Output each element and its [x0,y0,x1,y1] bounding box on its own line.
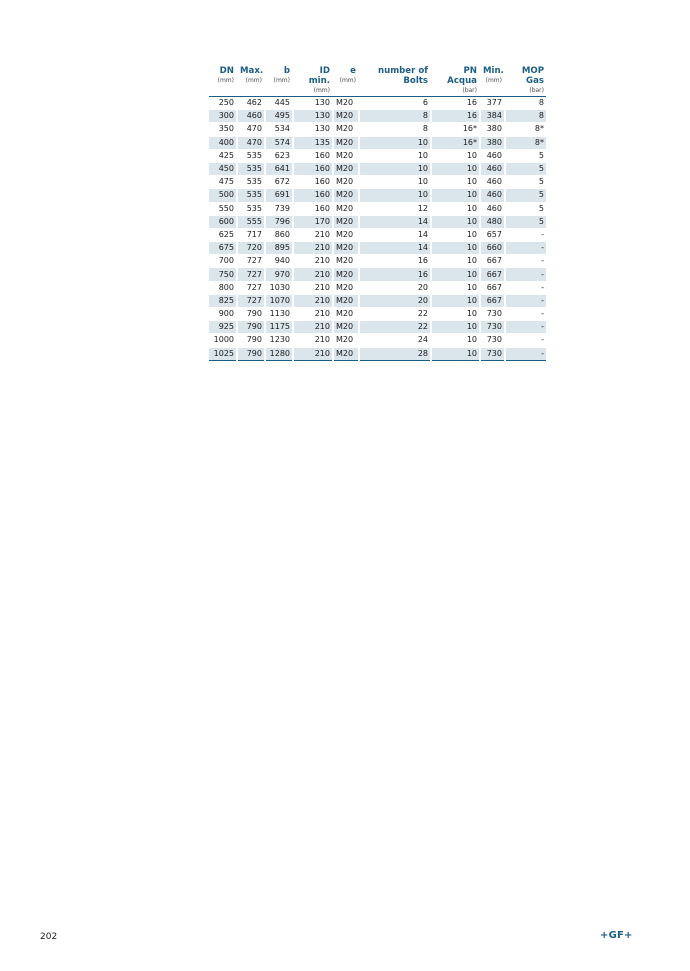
header-dn: DN (mm) [217,66,234,84]
cell-mop-gas: 5 [506,162,546,175]
cell-e: M20 [334,162,358,175]
cell-bolts: 20 [360,294,430,307]
cell-b: 574 [266,136,292,149]
cell-max: 535 [238,189,264,202]
table-row [209,215,546,228]
cell-min: 730 [481,334,504,347]
cell-min: 460 [481,202,504,215]
cell-max: 790 [238,321,264,334]
cell-b: 739 [266,202,292,215]
cell-e: M20 [334,294,358,307]
cell-e: M20 [334,308,358,321]
cell-mop-gas: 8* [506,123,546,136]
cell-id-min: 135 [294,136,332,149]
cell-e: M20 [334,321,358,334]
cell-dn: 625 [209,228,236,241]
header-max: Max. (mm) [240,66,264,84]
cell-dn: 400 [209,136,236,149]
cell-min: 657 [481,228,504,241]
cell-pn-acqua: 16 [432,97,479,110]
cell-bolts: 24 [360,334,430,347]
cell-dn: 425 [209,149,236,162]
cell-bolts: 10 [360,189,430,202]
cell-id-min: 170 [294,215,332,228]
cell-max: 790 [238,308,264,321]
table-row [209,268,546,281]
cell-e: M20 [334,123,358,136]
cell-b: 860 [266,228,292,241]
cell-dn: 800 [209,281,236,294]
cell-min: 380 [481,123,504,136]
cell-b: 1175 [266,321,292,334]
cell-min: 667 [481,281,504,294]
table-row [209,123,546,136]
cell-bolts: 8 [360,123,430,136]
cell-max: 470 [238,123,264,136]
cell-pn-acqua: 10 [432,202,479,215]
cell-b: 1130 [266,308,292,321]
header-pn-acqua: PN Acqua (bar) [447,66,477,94]
cell-max: 727 [238,294,264,307]
cell-mop-gas: 8* [506,136,546,149]
cell-dn: 1025 [209,347,236,360]
cell-id-min: 160 [294,189,332,202]
cell-max: 790 [238,334,264,347]
cell-e: M20 [334,242,358,255]
table-row [209,294,546,307]
cell-dn: 700 [209,255,236,268]
cell-mop-gas: - [506,268,546,281]
cell-b: 895 [266,242,292,255]
cell-max: 462 [238,97,264,110]
cell-mop-gas: - [506,321,546,334]
table-row [209,97,546,110]
cell-min: 730 [481,308,504,321]
cell-max: 727 [238,268,264,281]
cell-pn-acqua: 10 [432,268,479,281]
cell-max: 535 [238,202,264,215]
cell-max: 717 [238,228,264,241]
cell-b: 672 [266,176,292,189]
cell-bolts: 28 [360,347,430,360]
cell-min: 377 [481,97,504,110]
table-row [209,136,546,149]
cell-b: 534 [266,123,292,136]
cell-dn: 900 [209,308,236,321]
cell-pn-acqua: 16 [432,110,479,123]
cell-mop-gas: - [506,242,546,255]
cell-bolts: 10 [360,149,430,162]
cell-id-min: 130 [294,110,332,123]
cell-id-min: 210 [294,268,332,281]
cell-pn-acqua: 10 [432,242,479,255]
cell-bolts: 8 [360,110,430,123]
cell-mop-gas: 5 [506,202,546,215]
cell-e: M20 [334,189,358,202]
cell-min: 660 [481,242,504,255]
cell-mop-gas: - [506,334,546,347]
cell-id-min: 130 [294,123,332,136]
cell-b: 623 [266,149,292,162]
cell-e: M20 [334,215,358,228]
cell-b: 1230 [266,334,292,347]
cell-min: 667 [481,268,504,281]
cell-pn-acqua: 10 [432,334,479,347]
cell-max: 790 [238,347,264,360]
cell-dn: 550 [209,202,236,215]
cell-e: M20 [334,136,358,149]
cell-b: 445 [266,97,292,110]
table-row [209,255,546,268]
cell-dn: 350 [209,123,236,136]
cell-b: 970 [266,268,292,281]
cell-max: 535 [238,176,264,189]
table-row [209,242,546,255]
cell-pn-acqua: 10 [432,162,479,175]
cell-min: 480 [481,215,504,228]
cell-mop-gas: 8 [506,110,546,123]
cell-b: 641 [266,162,292,175]
cell-id-min: 160 [294,149,332,162]
cell-mop-gas: 5 [506,176,546,189]
cell-min: 667 [481,294,504,307]
cell-id-min: 210 [294,228,332,241]
cell-mop-gas: 8 [506,97,546,110]
cell-max: 555 [238,215,264,228]
cell-pn-acqua: 10 [432,281,479,294]
table-row [209,308,546,321]
gf-logo: +GF+ [600,930,633,941]
cell-bolts: 6 [360,97,430,110]
cell-min: 460 [481,176,504,189]
cell-mop-gas: 5 [506,149,546,162]
cell-dn: 825 [209,294,236,307]
header-e: e (mm) [339,66,356,84]
cell-dn: 475 [209,176,236,189]
header-number-of-bolts: number of Bolts [377,66,428,86]
cell-bolts: 22 [360,308,430,321]
cell-e: M20 [334,255,358,268]
cell-dn: 600 [209,215,236,228]
table-row [209,202,546,215]
cell-id-min: 160 [294,162,332,175]
cell-pn-acqua: 16* [432,136,479,149]
cell-min: 460 [481,189,504,202]
cell-e: M20 [334,97,358,110]
cell-e: M20 [334,347,358,360]
table-header-row [209,66,546,97]
cell-mop-gas: - [506,294,546,307]
cell-mop-gas: 5 [506,189,546,202]
table-row [209,149,546,162]
cell-dn: 450 [209,162,236,175]
cell-id-min: 210 [294,294,332,307]
cell-e: M20 [334,202,358,215]
cell-pn-acqua: 10 [432,308,479,321]
cell-min: 380 [481,136,504,149]
cell-id-min: 130 [294,97,332,110]
cell-pn-acqua: 10 [432,228,479,241]
cell-id-min: 160 [294,176,332,189]
cell-dn: 750 [209,268,236,281]
cell-max: 727 [238,281,264,294]
cell-id-min: 210 [294,347,332,360]
cell-dn: 250 [209,97,236,110]
cell-id-min: 210 [294,308,332,321]
header-b: b (mm) [273,66,290,84]
cell-b: 495 [266,110,292,123]
cell-max: 727 [238,255,264,268]
cell-b: 940 [266,255,292,268]
cell-id-min: 210 [294,334,332,347]
cell-e: M20 [334,110,358,123]
table-row [209,110,546,123]
cell-id-min: 210 [294,242,332,255]
cell-bolts: 10 [360,136,430,149]
cell-dn: 300 [209,110,236,123]
cell-e: M20 [334,176,358,189]
cell-b: 1030 [266,281,292,294]
cell-mop-gas: - [506,228,546,241]
cell-b: 1280 [266,347,292,360]
cell-mop-gas: - [506,347,546,360]
cell-max: 535 [238,162,264,175]
cell-id-min: 160 [294,202,332,215]
table-row [209,189,546,202]
cell-max: 535 [238,149,264,162]
cell-bolts: 22 [360,321,430,334]
cell-e: M20 [334,334,358,347]
cell-b: 796 [266,215,292,228]
cell-min: 730 [481,321,504,334]
table-row [209,228,546,241]
cell-mop-gas: - [506,281,546,294]
cell-mop-gas: - [506,308,546,321]
table-row [209,281,546,294]
page-number: 202 [40,932,58,942]
cell-max: 470 [238,136,264,149]
cell-pn-acqua: 10 [432,149,479,162]
cell-pn-acqua: 10 [432,176,479,189]
cell-min: 460 [481,162,504,175]
cell-e: M20 [334,228,358,241]
cell-id-min: 210 [294,281,332,294]
cell-min: 730 [481,347,504,360]
table-row [209,347,546,360]
table-row [209,176,546,189]
cell-b: 1070 [266,294,292,307]
cell-id-min: 210 [294,255,332,268]
cell-pn-acqua: 10 [432,347,479,360]
cell-pn-acqua: 10 [432,321,479,334]
cell-pn-acqua: 16* [432,123,479,136]
cell-max: 720 [238,242,264,255]
cell-pn-acqua: 10 [432,294,479,307]
cell-e: M20 [334,281,358,294]
cell-b: 691 [266,189,292,202]
cell-bolts: 20 [360,281,430,294]
cell-bolts: 16 [360,255,430,268]
cell-min: 460 [481,149,504,162]
cell-e: M20 [334,149,358,162]
cell-pn-acqua: 10 [432,215,479,228]
cell-dn: 925 [209,321,236,334]
cell-bolts: 14 [360,242,430,255]
table-row [209,334,546,347]
cell-dn: 500 [209,189,236,202]
cell-dn: 1000 [209,334,236,347]
cell-pn-acqua: 10 [432,255,479,268]
header-min: Min. (mm) [483,66,504,84]
header-mop-gas: MOP Gas (bar) [521,66,544,94]
table-row [209,321,546,334]
flange-dimensions-table [209,66,546,361]
header-id-min: ID min. (mm) [308,66,330,94]
cell-mop-gas: 5 [506,215,546,228]
cell-bolts: 14 [360,228,430,241]
cell-bolts: 12 [360,202,430,215]
cell-pn-acqua: 10 [432,189,479,202]
table-row [209,162,546,175]
cell-mop-gas: - [506,255,546,268]
cell-max: 460 [238,110,264,123]
cell-bolts: 14 [360,215,430,228]
cell-bolts: 16 [360,268,430,281]
cell-id-min: 210 [294,321,332,334]
cell-min: 667 [481,255,504,268]
cell-dn: 675 [209,242,236,255]
cell-min: 384 [481,110,504,123]
cell-e: M20 [334,268,358,281]
cell-bolts: 10 [360,162,430,175]
cell-bolts: 10 [360,176,430,189]
